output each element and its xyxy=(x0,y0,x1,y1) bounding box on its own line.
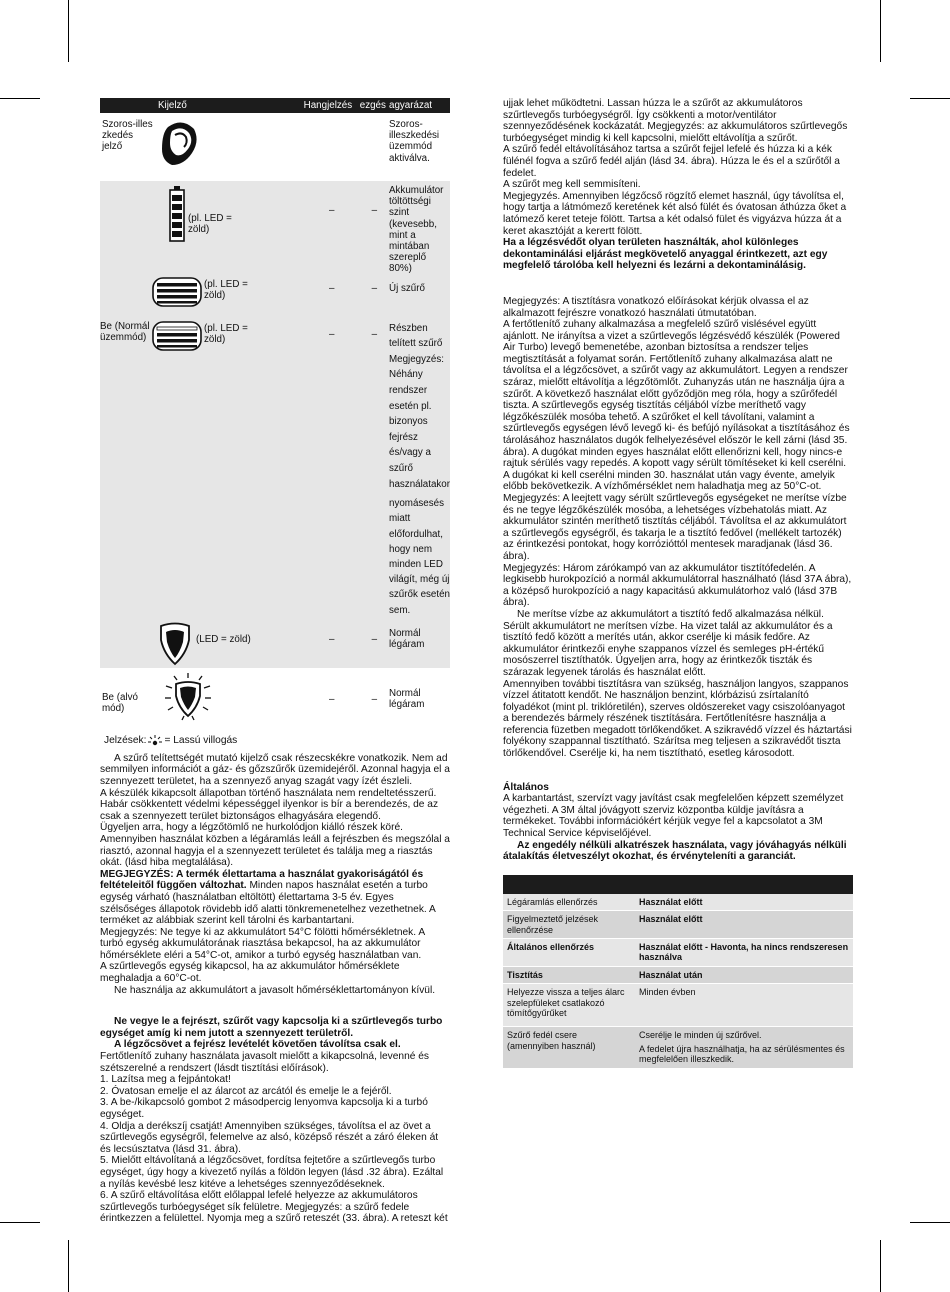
paragraph: ujjak lehet működtetni. Lassan húzza le a szűrőt az akkumulátoros szűrtlevegős turbóegységről. Így csökkenti a motor/ventilátor szennyeződésének kockázatát. Megjegyzés: az akkumulátoros szűrtlevegős turbóegységet mindig ki kell kapcsolni, mielőtt eltávolítja a szűrőt. xyxy=(503,98,848,144)
warning-bold xyxy=(100,1039,450,1051)
warning-text: Az engedély nélküli alkatrészek használata, vagy jóváhagyás nélküli átalakítás életveszélyt okozhat, és érvényteleníti a garanciát. xyxy=(503,839,847,863)
task-frequency: Használat előtt xyxy=(635,894,853,911)
table-row xyxy=(100,317,450,493)
warning-text: Ha a légzésvédőt olyan területen használták, ahol különleges dekontaminálási eljárást megkövetelő anyaggal érintkezett, azt egy megfelelő tárolóba kell helyezni és lezárni a dekontaminálásig. xyxy=(503,237,828,272)
crop-mark xyxy=(910,1222,950,1223)
task-frequency: Használat előtt - Havonta, ha nincs rendszeresen használva xyxy=(635,939,853,967)
paragraph: Megjegyzés: Ne tegye ki az akkumulátort 54°C fölötti hőmérsékletnek. A turbó egység akkumulátorának riasztása bekapcsol, ha az akkumulátor hőmérséklete eléri a 54°C-ot, amikor a turbó egység használatban van. xyxy=(100,926,425,961)
step-item: 3. A be-/kikapcsoló gombot 2 másodpercig lenyomva kapcsolja ki a turbó egységet. xyxy=(100,1097,428,1120)
filter-partial-icon xyxy=(152,321,202,351)
paragraph: A karbantartást, szervízt vagy javítást csak megfelelően képzett személyzet végezheti. A 3M által jóvágyott szerviz központba küldje javításra a termékeket. További információkért kérjük vegye fel a kapcsolatot a 3M Technical Service képviselőjével. xyxy=(503,793,844,840)
vibration-value: – xyxy=(360,181,389,275)
airflow-sleep-icon xyxy=(162,672,214,724)
desc-text: Normál légáram xyxy=(389,687,425,710)
led-label: (pl. LED = zöld) xyxy=(204,278,248,301)
desc-text: Új szűrő xyxy=(389,275,450,317)
table-row xyxy=(100,668,450,728)
paragraph: Ne merítse vízbe az akkumulátort a tisztító fedő alkalmazása nélkül. Sérült akkumulátort ne merítsen vízbe. Ha vizet talál az akkumulátor és a tisztító fedő között a merítés után, akkor cserélje ki másik fedőre. Az akkumulátor érintkezői enyhe szappanos vízzel és semleges pH-értékű mosószerrel tisztíthatók. Ügyeljen arra, hogy az érintkezők tiszták és szárazak legyenek tárolás és használat előtt. xyxy=(503,608,833,678)
vibration-value: – xyxy=(360,618,389,668)
desc-text: Akkumulátor töltöttségi szint (kevesebb, mint a mintában szereplő 80%) xyxy=(389,181,450,275)
paragraph: Megjegyzés. Amennyiben légzőcső rögzítő elemet használ, úgy távolítsa el, hogy tartja a látmómező keretének két alsó fülét és óvatosan áthúzza őket a latómező keret teteje fölött. Tartsa a két odalsó fület és vigyázva húzza át a keret akasztóját a kerertt fölött. xyxy=(503,190,847,237)
paragraph: A fertőtlenítő zuhany alkalmazása a megfelelő szűrő vislésével együtt ajánlott. Ne irányítsa a vizet a szűrtlevegős légzésvédő készülék (Powered Air Turbo) levegő bemenetébe, azonban biztosítsa a rendszer teljes megtisztítását a folyamat során. Fertőtlenítő zuhany alkalmazása alatt ne távolítsa el a légzőcsövet, a szűrőt vagy az akkumulátort. Legyen a rendszer száraz, mielőtt eltávolítja a légzőtömlőt. Zuhanyzás után ne használja újra a szűrőt. A következő használat előtt győződjön meg róla, hogy a szűrőfedél tiszta. A szűrtlevegős egység tisztítás céljából vízbe meríthető vagy légzőkészülék mosóba tehető. A szűrőket el kell távolítani, valamint a szűrtlevegős egységen lévő levegő ki- és befújó nyílásokat a tisztításához és tárolásához használatos dugók felhelyezésével először le kell zárni (lásd 35. ábra). A dugókat minden egyes használat előtt ellenőrizni kell, hogy nincs-e rajtuk sérülés vagy repedés. A kopott vagy sérült tömítéseket ki kell cserélni. A dugókat ki kell cserélni minden 30. használat után vagy évente, amelyik előbb bekövetkezik. A vízhőmérséklet nem haladhatja meg az 50°C-ot. xyxy=(503,319,850,493)
table-row xyxy=(100,113,450,181)
legend-text: = Lassú villogás xyxy=(164,734,238,746)
mask-seal-icon xyxy=(154,119,200,171)
task-label: Szűrő fedél csere (amennyiben használ) xyxy=(503,1027,635,1068)
table-row xyxy=(100,275,450,317)
paragraph: Megjegyzés: A leejtett vagy sérült szűrtlevegős egységeket ne merítse vízbe és ne tegye légzőkészülék mosóba, a lehetséges vízbehatolás miatt. Az akkumulátor szintén meríthető tisztítás céljából. Távolítsa el az akkumulátort a szűrtlevegős egységről, és takarja le a tisztító fedővel (mellékelt tartozék) az érintkezési pontokat, hogy korrózióttól mentesek maradjanak (lásd 36. ábra). xyxy=(503,493,847,562)
paragraph: Megjegyzés: Három zárókampó van az akkumulátor tisztítófedelén. A legkisebb hurokpozíció a normál akkumulátorral használható (lásd 37A ábra), a középső hurokpozíció a nagy kapacitású akkumulátorhoz való (lásd 37B ábra). xyxy=(503,562,852,609)
battery-icon xyxy=(168,185,186,243)
step-item: 1. Lazítsa meg a fejpántokat! xyxy=(100,1074,231,1086)
sound-value: – xyxy=(304,317,360,493)
paragraph: A szűrő telítettségét mutató kijelző csak részecskékre vonatkozik. Nem ad semmilyen információt a gáz- és gőzszűrők üzemidejéről. Azonnal hagyja el a szennyezett területet, ha a szennyező anyag szagát vagy ízét észleli. xyxy=(100,752,450,787)
table-row xyxy=(100,618,450,668)
paragraph: Ügyeljen arra, hogy a légzőtömlő ne hurkolódjon kiálló részek köré. xyxy=(100,822,403,834)
paragraph: A szűrő fedél eltávolításához tartsa a szűrőt fejjel lefelé és húzza ki a kék fülénél fogva a szűrő fedél alján (lásd 34. ábra). Húzza le és el a szűrőtől a fedelet. xyxy=(503,144,840,179)
paragraph: Megjegyzés: A tisztításra vonatkozó előírásokat kérjük olvassa el az alkalmazott fejrészre vonatkozó használati útmutatóban. xyxy=(503,295,809,319)
paragraph: Amennyiben további tisztításra van szükség, használjon langyos, szappanos vízzel átitatott kendőt. Ne használjon benzint, klórbázisú zsírtalanító folyadékot (mint pl. triklóretilén), szerves oldószereket vagy csiszolóanyagot a berendezés bármely részének tisztítására. Fertőtlenítésre használja a referencia füzetben megadott törlőkendőket. A szikravédő vízzel és háztartási folyékony szappannal tisztítható. Szárítsa meg teljesen a szikravédőt tiszta törlőkendővel. Cserélje ki, ha nem tisztítható, esetleg károsodott. xyxy=(503,678,852,760)
table-row xyxy=(503,894,853,911)
paragraph: A szűrtlevegős egység kikapcsol, ha az akkumulátor hőmérséklete meghaladja a 60°C-ot. xyxy=(100,961,400,985)
vibration-value: – xyxy=(360,275,389,317)
left-body-text xyxy=(100,753,450,1225)
crop-mark xyxy=(68,0,69,62)
table-row xyxy=(503,984,853,1027)
crop-mark xyxy=(880,0,881,62)
maintenance-table xyxy=(503,875,853,1069)
airflow-normal-icon xyxy=(158,622,192,666)
paragraph xyxy=(100,869,450,927)
step-item: 6. A szűrő eltávolítása előtt előlappal lefelé helyezze az akkumulátoros szűrtlevegős turbóegységet sík felületre. Megjegyzés: a szűrő fedele érintkezzen a felülettel. Nyomja meg a szűrő reteszét (33. ábra). A reteszt két xyxy=(100,1190,448,1225)
warning-text: A légzőcsövet a fejrész levételét követően távolítsa csak el. xyxy=(114,1039,401,1051)
note-bold: MEGJEGYZÉS: A termék élettartama a használat gyakoriságától és feltételeitől függően változhat. xyxy=(100,868,424,892)
paragraph: Ne használja az akkumulátort a javasolt hőmérséklettartományon kívül. xyxy=(114,984,436,996)
right-column xyxy=(503,98,853,1069)
step-item: 4. Oldja a derékszíj csatját! Amennyiben szükséges, távolítsa el az övet a szűrtlevegős egységről, felemelve az alsó, középső részét a záró éleken át és lecsúsztatva (lásd 31. ábra). xyxy=(100,1120,439,1155)
led-label: (pl. LED = zöld) xyxy=(204,322,248,345)
col-header-display: Kijelző xyxy=(100,98,304,113)
task-label: Légáramlás ellenőrzés xyxy=(503,894,635,911)
section-heading xyxy=(503,782,853,794)
table-row xyxy=(503,966,853,983)
paragraph: A szűrőt meg kell semmisíteni. xyxy=(503,179,641,191)
step-item: 5. Mielőtt eltávolítaná a légzőcsövet, fordítsa fejtetőre a szűrtlevegős turbo egységet, úgy hogy a kivezető nyílás a földön legyen (lásd .32 ábra). Ezáltal a nyílás kevésbé lesz kitéve a lehetséges szennyeződéseknek. xyxy=(100,1155,444,1190)
crop-mark xyxy=(880,1240,881,1292)
slow-blink-icon xyxy=(148,735,162,747)
table-row xyxy=(100,181,450,275)
task-frequency: Minden évben xyxy=(635,984,853,1027)
table-row xyxy=(503,939,853,967)
warning-bold xyxy=(503,237,853,272)
table-row xyxy=(100,492,450,618)
task-frequency: Használat után xyxy=(635,966,853,983)
warning-bold xyxy=(100,1016,450,1039)
filter-new-icon xyxy=(152,277,202,307)
crop-mark xyxy=(0,1222,40,1223)
paragraph: A készülék kikapcsolt állapotban történő használata nem rendeltetésszerű. Habár csökkentett védelmi képességgel ilyenkor is bír a berendezés, de az csak a szennyezett terület biztonságos elhagyására elegendő. xyxy=(100,787,439,822)
col-header-vibration: ezgés xyxy=(360,98,389,113)
maintenance-table-header xyxy=(503,875,853,894)
desc-text: Szoros-illeszkedési üzemmód aktiválva. xyxy=(389,119,440,164)
state-label: Be (Normál üzemmód) xyxy=(100,320,150,343)
sound-value: – xyxy=(304,618,360,668)
task-frequency: Cserélje le minden új szűrővel. xyxy=(639,1030,762,1041)
table-row xyxy=(503,911,853,939)
task-label: Figyelmeztető jelzések ellenőrzése xyxy=(503,911,635,939)
legend-prefix: Jelzések: xyxy=(104,734,147,746)
section-heading-text: Általános xyxy=(503,781,549,793)
state-label: Be (alvó mód) xyxy=(102,691,138,714)
table-row xyxy=(503,1027,853,1068)
desc-text: Részben telített szűrő Megjegyzés: Néhány rendszer esetén pl. bizonyos fejrész és/vagy a szűrő használatakor xyxy=(389,317,450,493)
paragraph: Amennyiben használat közben a légáramlás leáll a fejrészben és megszólal a riasztó, azonnal hagyja el a szennyezett területet és találja meg a riasztás okát. (lásd hiba megtalálása). xyxy=(100,833,450,869)
note-rest: Minden napos használat esetén a turbo egység várható (használatban eltöltött) élettartama 3-5 év. Egyes szélsőséges állapotok rövidebb idő alatti tönkremenetelhez vezethetnek. A terméket az alábbiak szerint kell tárolni és karbantartani. xyxy=(100,880,436,927)
vibration-value: – xyxy=(371,693,378,705)
sound-value: – xyxy=(304,275,360,317)
left-column xyxy=(100,98,450,1225)
vibration-value: – xyxy=(360,317,389,493)
task-label: Tisztítás xyxy=(503,966,635,983)
step-item: 2. Óvatosan emelje el az álarcot az arcától és emelje le a fejéről. xyxy=(100,1085,392,1097)
table-legend xyxy=(100,728,450,747)
crop-mark xyxy=(910,98,950,99)
sound-value: – xyxy=(328,693,335,705)
display-table xyxy=(100,98,450,728)
warning-text: Ne vegye le a fejrészt, szűrőt vagy kapcsolja ki a szűrtlevegős turbo egységet amíg ki nem jutott a szennyezett területről. xyxy=(100,1016,443,1039)
led-label: (pl. LED = zöld) xyxy=(188,213,232,236)
sound-value: – xyxy=(304,181,360,275)
led-label: (LED = zöld) xyxy=(196,633,251,645)
task-frequency-cell xyxy=(635,1027,853,1068)
crop-mark xyxy=(68,1240,69,1292)
desc-text: Normál légáram xyxy=(389,618,450,668)
task-note: A fedelet újra használhatja, ha az sérülésmentes és megfelelően illeszkedik. xyxy=(639,1043,845,1065)
display-table-header xyxy=(100,98,450,113)
warning-bold xyxy=(503,840,853,863)
task-label: Helyezze vissza a teljes álarc szelepfüleket csatlakozó tömítőgyűrűket xyxy=(503,984,635,1027)
paragraph: Fertőtlenítő zuhany használata javasolt mielőtt a kikapcsolná, levenné és szétszerelné a rendszert (lásdt tisztítási előírások). xyxy=(100,1051,430,1074)
col-header-sound: Hangjelzés xyxy=(304,98,360,113)
task-label: Általános ellenőrzés xyxy=(503,939,635,967)
task-frequency: Használat előtt xyxy=(635,911,853,939)
desc-text: nyomásesés miatt előfordulhat, hogy nem minden LED világít, még új szűrők esetén sem. xyxy=(389,492,450,618)
state-label: Szoros-illes zkedés jelző xyxy=(102,119,153,153)
col-header-explanation: agyarázat xyxy=(389,98,450,113)
crop-mark xyxy=(0,98,40,99)
